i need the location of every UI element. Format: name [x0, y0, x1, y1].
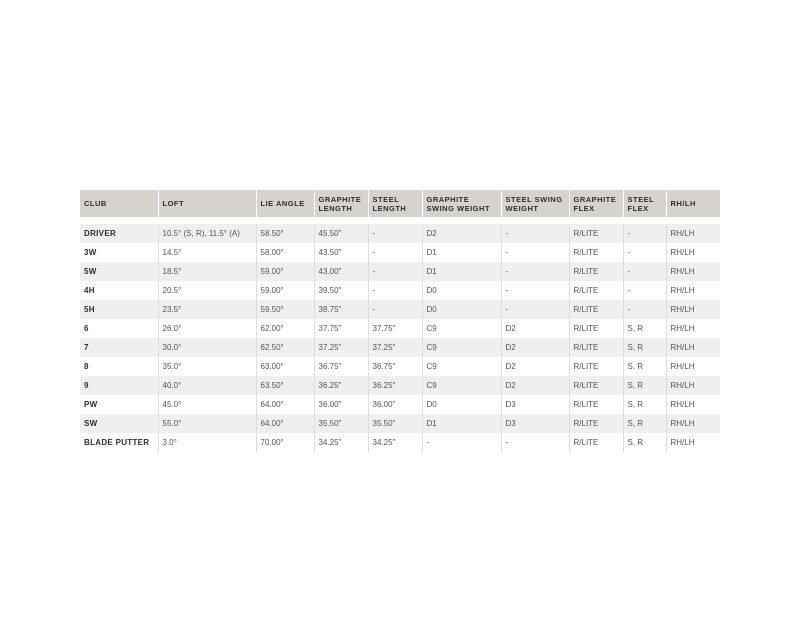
cell-steel-swing-weight: -	[501, 224, 569, 243]
cell-graphite-length: 37.25"	[314, 338, 368, 357]
cell-rh-lh: RH/LH	[666, 376, 720, 395]
cell-lie-angle: 58.50°	[256, 224, 314, 243]
cell-steel-flex: S, R	[623, 357, 666, 376]
cell-lie-angle: 64.00°	[256, 414, 314, 433]
cell-rh-lh: RH/LH	[666, 281, 720, 300]
header-club: CLUB	[80, 190, 158, 217]
cell-graphite-length: 36.00"	[314, 395, 368, 414]
header-row	[80, 190, 720, 217]
table-row	[80, 300, 720, 319]
cell-graphite-flex: R/LITE	[569, 262, 623, 281]
cell-loft: 18.5°	[158, 262, 256, 281]
cell-steel-length: 35.50"	[368, 414, 422, 433]
cell-steel-flex: S, R	[623, 338, 666, 357]
cell-loft: 10.5° (S, R), 11.5° (A)	[158, 224, 256, 243]
header-graphite-flex: GRAPHITE FLEX	[569, 190, 623, 217]
cell-rh-lh: RH/LH	[666, 357, 720, 376]
cell-lie-angle: 58.00°	[256, 243, 314, 262]
cell-steel-flex: -	[623, 262, 666, 281]
header-lie-angle: LIE ANGLE	[256, 190, 314, 217]
cell-steel-flex: -	[623, 300, 666, 319]
cell-graphite-length: 39.50"	[314, 281, 368, 300]
cell-steel-length: -	[368, 281, 422, 300]
cell-graphite-flex: R/LITE	[569, 357, 623, 376]
cell-graphite-length: 45.50"	[314, 224, 368, 243]
cell-club: 4H	[80, 281, 158, 300]
table-header	[80, 190, 720, 217]
cell-graphite-flex: R/LITE	[569, 338, 623, 357]
cell-graphite-swing-weight: C9	[422, 376, 501, 395]
cell-steel-swing-weight: D2	[501, 319, 569, 338]
cell-graphite-swing-weight: C9	[422, 338, 501, 357]
cell-graphite-flex: R/LITE	[569, 319, 623, 338]
cell-graphite-swing-weight: D0	[422, 300, 501, 319]
cell-graphite-flex: R/LITE	[569, 376, 623, 395]
cell-club: DRIVER	[80, 224, 158, 243]
cell-lie-angle: 63.50°	[256, 376, 314, 395]
cell-graphite-flex: R/LITE	[569, 433, 623, 452]
cell-steel-swing-weight: -	[501, 433, 569, 452]
cell-graphite-swing-weight: -	[422, 433, 501, 452]
cell-steel-swing-weight: D3	[501, 395, 569, 414]
cell-steel-length: 36.25"	[368, 376, 422, 395]
cell-steel-swing-weight: D2	[501, 338, 569, 357]
cell-lie-angle: 59.00°	[256, 262, 314, 281]
cell-graphite-swing-weight: D2	[422, 224, 501, 243]
cell-graphite-length: 36.25"	[314, 376, 368, 395]
cell-graphite-length: 38.75"	[314, 300, 368, 319]
cell-steel-flex: -	[623, 281, 666, 300]
cell-steel-swing-weight: D2	[501, 376, 569, 395]
cell-steel-length: 34.25"	[368, 433, 422, 452]
cell-lie-angle: 62.50°	[256, 338, 314, 357]
cell-club: 5H	[80, 300, 158, 319]
cell-rh-lh: RH/LH	[666, 262, 720, 281]
cell-graphite-length: 36.75"	[314, 357, 368, 376]
cell-steel-length: 37.25"	[368, 338, 422, 357]
table-row	[80, 395, 720, 414]
cell-graphite-swing-weight: C9	[422, 357, 501, 376]
cell-graphite-length: 37.75"	[314, 319, 368, 338]
cell-steel-flex: S, R	[623, 319, 666, 338]
cell-steel-flex: -	[623, 224, 666, 243]
cell-lie-angle: 62.00°	[256, 319, 314, 338]
cell-steel-flex: S, R	[623, 433, 666, 452]
table-row	[80, 414, 720, 433]
cell-club: 8	[80, 357, 158, 376]
cell-steel-length: -	[368, 224, 422, 243]
cell-rh-lh: RH/LH	[666, 414, 720, 433]
table-row	[80, 376, 720, 395]
cell-club: 3W	[80, 243, 158, 262]
cell-steel-swing-weight: D2	[501, 357, 569, 376]
cell-graphite-swing-weight: D0	[422, 281, 501, 300]
table-row	[80, 281, 720, 300]
cell-steel-swing-weight: -	[501, 300, 569, 319]
spacer-cell	[80, 217, 720, 224]
cell-loft: 26.0°	[158, 319, 256, 338]
table-body	[80, 217, 720, 452]
cell-club: SW	[80, 414, 158, 433]
header-steel-length: STEEL LENGTH	[368, 190, 422, 217]
cell-club: PW	[80, 395, 158, 414]
cell-steel-swing-weight: -	[501, 262, 569, 281]
cell-loft: 3.0°	[158, 433, 256, 452]
cell-graphite-flex: R/LITE	[569, 281, 623, 300]
cell-steel-swing-weight: -	[501, 243, 569, 262]
cell-lie-angle: 63.00°	[256, 357, 314, 376]
cell-club: 6	[80, 319, 158, 338]
header-loft: LOFT	[158, 190, 256, 217]
cell-lie-angle: 64.00°	[256, 395, 314, 414]
header-steel-swing-weight: STEEL SWING WEIGHT	[501, 190, 569, 217]
cell-club: 5W	[80, 262, 158, 281]
cell-loft: 23.5°	[158, 300, 256, 319]
cell-club: BLADE PUTTER	[80, 433, 158, 452]
cell-graphite-flex: R/LITE	[569, 300, 623, 319]
cell-rh-lh: RH/LH	[666, 224, 720, 243]
cell-graphite-swing-weight: D1	[422, 262, 501, 281]
table-row	[80, 338, 720, 357]
cell-rh-lh: RH/LH	[666, 300, 720, 319]
header-spacer	[80, 217, 720, 224]
table-row	[80, 357, 720, 376]
cell-graphite-flex: R/LITE	[569, 395, 623, 414]
cell-graphite-flex: R/LITE	[569, 224, 623, 243]
cell-loft: 14.5°	[158, 243, 256, 262]
cell-graphite-swing-weight: D1	[422, 414, 501, 433]
cell-graphite-length: 43.50"	[314, 243, 368, 262]
cell-graphite-flex: R/LITE	[569, 243, 623, 262]
cell-steel-length: 36.75"	[368, 357, 422, 376]
cell-rh-lh: RH/LH	[666, 338, 720, 357]
cell-loft: 20.5°	[158, 281, 256, 300]
cell-lie-angle: 59.50°	[256, 300, 314, 319]
table-row	[80, 262, 720, 281]
cell-steel-flex: S, R	[623, 414, 666, 433]
cell-rh-lh: RH/LH	[666, 433, 720, 452]
cell-steel-length: 36.00"	[368, 395, 422, 414]
club-spec-table	[80, 190, 720, 452]
cell-steel-swing-weight: D3	[501, 414, 569, 433]
table-row	[80, 433, 720, 452]
cell-steel-length: 37.75"	[368, 319, 422, 338]
cell-graphite-swing-weight: D1	[422, 243, 501, 262]
cell-club: 7	[80, 338, 158, 357]
cell-loft: 30.0°	[158, 338, 256, 357]
cell-loft: 45.0°	[158, 395, 256, 414]
cell-graphite-flex: R/LITE	[569, 414, 623, 433]
cell-graphite-swing-weight: C9	[422, 319, 501, 338]
table-row	[80, 243, 720, 262]
cell-graphite-length: 34.25"	[314, 433, 368, 452]
table-row	[80, 319, 720, 338]
cell-steel-length: -	[368, 262, 422, 281]
cell-steel-swing-weight: -	[501, 281, 569, 300]
header-graphite-swing-weight: GRAPHITE SWING WEIGHT	[422, 190, 501, 217]
cell-lie-angle: 70.00°	[256, 433, 314, 452]
cell-steel-length: -	[368, 243, 422, 262]
cell-rh-lh: RH/LH	[666, 319, 720, 338]
cell-lie-angle: 59.00°	[256, 281, 314, 300]
cell-graphite-length: 43.00"	[314, 262, 368, 281]
cell-club: 9	[80, 376, 158, 395]
cell-steel-length: -	[368, 300, 422, 319]
cell-graphite-swing-weight: D0	[422, 395, 501, 414]
header-graphite-length: GRAPHITE LENGTH	[314, 190, 368, 217]
cell-steel-flex: -	[623, 243, 666, 262]
cell-rh-lh: RH/LH	[666, 243, 720, 262]
cell-loft: 40.0°	[158, 376, 256, 395]
header-rh-lh: RH/LH	[666, 190, 720, 217]
cell-rh-lh: RH/LH	[666, 395, 720, 414]
cell-loft: 35.0°	[158, 357, 256, 376]
cell-graphite-length: 35.50"	[314, 414, 368, 433]
cell-steel-flex: S, R	[623, 395, 666, 414]
table-row	[80, 224, 720, 243]
cell-loft: 55.0°	[158, 414, 256, 433]
cell-steel-flex: S, R	[623, 376, 666, 395]
header-steel-flex: STEEL FLEX	[623, 190, 666, 217]
